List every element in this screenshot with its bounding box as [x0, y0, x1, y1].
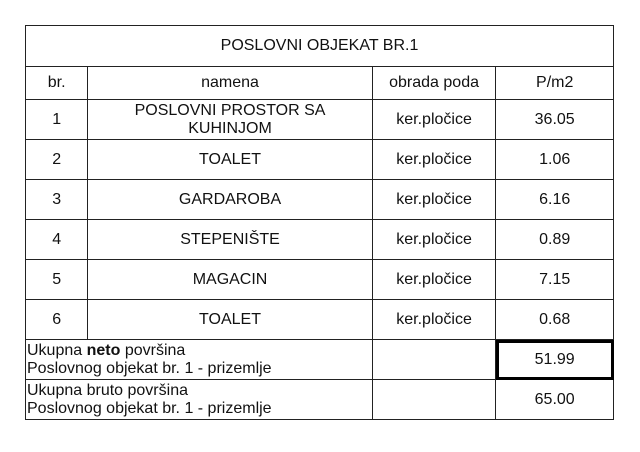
table-row — [26, 300, 614, 340]
row-finish: ker.pločice — [372, 100, 496, 140]
row-finish: ker.pločice — [372, 220, 496, 260]
row-no: 6 — [26, 300, 88, 340]
bruto-label-line1: Ukupna bruto površina — [27, 381, 188, 399]
table-row — [26, 180, 614, 220]
neto-blank — [372, 340, 496, 380]
header-name: namena — [88, 67, 372, 100]
table-title: POSLOVNI OBJEKAT BR.1 — [26, 26, 614, 67]
neto-label-line1 — [27, 342, 372, 360]
bruto-label — [26, 380, 373, 420]
table-row — [26, 220, 614, 260]
neto-prefix: Ukupna — [27, 341, 87, 359]
row-name: TOALET — [88, 300, 372, 340]
table-row — [26, 260, 614, 300]
header-finish: obrada poda — [372, 67, 496, 100]
row-area: 0.89 — [496, 220, 614, 260]
row-area: 6.16 — [496, 180, 614, 220]
row-name: MAGACIN — [88, 260, 372, 300]
row-no: 4 — [26, 220, 88, 260]
bruto-summary-row — [26, 380, 614, 420]
header-area: P/m2 — [496, 67, 614, 100]
row-area: 7.15 — [496, 260, 614, 300]
bruto-label-line2: Poslovnog objekat br. 1 - prizemlje — [27, 399, 272, 417]
neto-value: 51.99 — [496, 340, 614, 380]
row-name: STEPENIŠTE — [88, 220, 372, 260]
row-finish: ker.pločice — [372, 180, 496, 220]
area-table — [25, 25, 614, 420]
row-name — [88, 100, 372, 140]
row-finish: ker.pločice — [372, 140, 496, 180]
row-no: 2 — [26, 140, 88, 180]
header-no: br. — [26, 67, 88, 100]
row-area: 1.06 — [496, 140, 614, 180]
row-finish: ker.pločice — [372, 260, 496, 300]
bruto-value: 65.00 — [496, 380, 614, 420]
neto-bold: neto — [86, 341, 121, 359]
neto-suffix: površina — [120, 341, 186, 359]
row-finish: ker.pločice — [372, 300, 496, 340]
table-row — [26, 140, 614, 180]
table-row — [26, 100, 614, 140]
row-area: 0.68 — [496, 300, 614, 340]
header-row — [26, 67, 614, 100]
row-no: 5 — [26, 260, 88, 300]
row-area: 36.05 — [496, 100, 614, 140]
neto-summary-row — [26, 340, 614, 380]
row-name: TOALET — [88, 140, 372, 180]
neto-label-line2: Poslovnog objekat br. 1 - prizemlje — [27, 359, 272, 377]
neto-label — [26, 340, 373, 380]
row-name: GARDAROBA — [88, 180, 372, 220]
bruto-blank — [372, 380, 496, 420]
row-no: 3 — [26, 180, 88, 220]
row-name-text: POSLOVNI PROSTOR SA KUHINJOM — [134, 101, 326, 137]
row-no: 1 — [26, 100, 88, 140]
